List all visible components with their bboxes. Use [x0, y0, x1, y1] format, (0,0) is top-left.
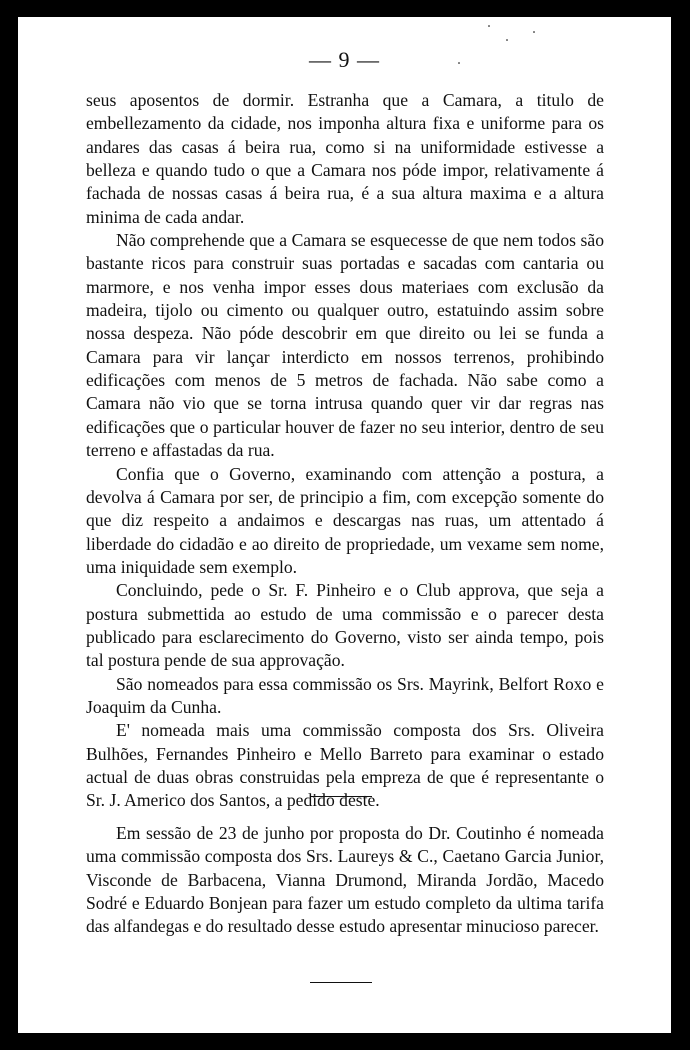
- paragraph-concluindo: Concluindo, pede o Sr. F. Pinheiro e o Club approva, que seja a postura submettida ao estudo de uma commissão e o parecer desta publicado para esclarecimento do Governo, visto ser ainda tempo, pois tal postura pende de sua approvação.: [86, 580, 604, 671]
- paragraph-nomeados: São nomeados para essa commissão os Srs. Mayrink, Belfort Roxo e Joaquim da Cunha.: [86, 673, 604, 717]
- scan-speck: [488, 25, 490, 27]
- scanned-page: [18, 17, 671, 1033]
- paragraph-confia: Confia que o Governo, examinando com attenção a postura, a devolva á Camara por ser, de principio a fim, com excepção somente do que diz respeito a andaimos e descargas nas ruas, um attentado á liberdade do cidadão e ao direito de propriedade, um vexame sem nome, uma iniquidade sem exemplo.: [86, 463, 604, 577]
- paragraph-commissao-obras: E' nomeada mais uma commissão composta dos Srs. Oliveira Bulhões, Fernandes Pinheiro e Mello Barreto para examinar o estado actual de duas obras construidas pela empreza de que é representante o Sr. J. Americo dos Santos, a pedido deste.: [86, 720, 604, 811]
- body-text: [86, 89, 604, 813]
- scan-speck: [533, 31, 535, 33]
- section-divider-bottom: [310, 982, 372, 983]
- paragraph-aposentos: seus aposentos de dormir. Estranha que a Camara, a titulo de embellezamento da cidade, nos imponha altura fixa e uniforme para os andares das casas á beira rua, como si na uniformidade estivesse a belleza e quando tudo o que a Camara nos póde impor, relativamente á fachada de nossas casas á beira rua, é a sua altura maxima e a altura minima de cada andar.: [86, 90, 604, 227]
- page-number: — 9 —: [309, 47, 380, 72]
- paragraph-comprehende: Não comprehende que a Camara se esquecesse de que nem todos são bastante ricos para construir suas portadas e sacadas com cantaria ou marmore, e nos venha impor esses dous materiaes com exclusão da madeira, tijolo ou cimento ou qualquer outro, estatuindo assim sobre nossa despeza. Não póde descobrir em que direito ou lei se funda a Camara para vir lançar interdicto em nossos terrenos, prohibindo edificações com menos de 5 metros de fachada. Não sabe como a Camara não vio que se torna intrusa quando quer vir dar regras nas edificações que o particular houver de fazer no seu interior, dentro de seu terreno e affastadas da rua.: [86, 230, 604, 461]
- paragraph-sessao-23-junho: Em sessão de 23 de junho por proposta do Dr. Coutinho é nomeada uma commissão composta dos Srs. Laureys & C., Caetano Garcia Junior, Visconde de Barbacena, Vianna Drumond, Miranda Jordão, Macedo Sodré e Eduardo Bonjean para fazer um estudo completo da ultima tarifa das alfandegas e do resultado desse estudo apresentar minucioso parecer.: [86, 823, 604, 937]
- scan-speck: [506, 39, 508, 41]
- session-text: [86, 822, 604, 939]
- section-divider: [310, 796, 372, 797]
